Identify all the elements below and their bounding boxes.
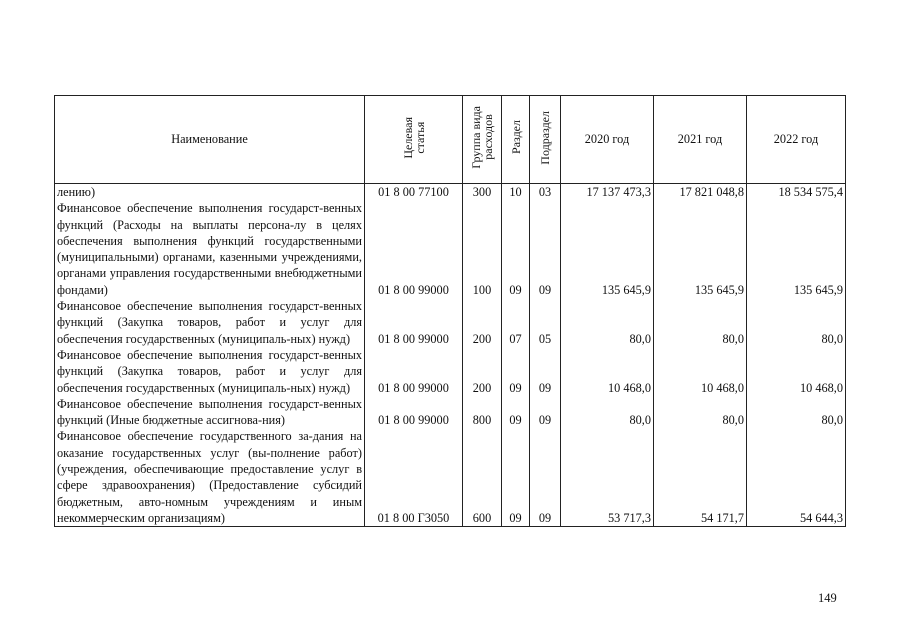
row-expense-group: 300 — [463, 184, 502, 201]
row-value-2022: 135 645,9 — [747, 200, 846, 298]
header-year-2022: 2022 год — [747, 96, 846, 184]
row-subsection: 03 — [530, 184, 561, 201]
row-subsection: 09 — [530, 347, 561, 396]
row-section: 07 — [502, 298, 530, 347]
row-name: Финансовое обеспечение выполнения государст-венных функций (Закупка товаров, работ и услуг для обеспечения государственных (муниципаль-ных) нужд) — [55, 347, 365, 396]
row-name: Финансовое обеспечение выполнения государст-венных функций (Иные бюджетные ассигнова-ния) — [55, 396, 365, 429]
row-subsection: 09 — [530, 428, 561, 526]
row-value-2021: 17 821 048,8 — [654, 184, 747, 201]
row-subsection: 05 — [530, 298, 561, 347]
row-name: Финансовое обеспечение выполнения государст-венных функций (Закупка товаров, работ и услуг для обеспечения государственных (муниципаль-ных) нужд) — [55, 298, 365, 347]
row-value-2020: 53 717,3 — [561, 428, 654, 526]
row-name: лению) — [55, 184, 365, 201]
row-target-article: 01 8 00 Г3050 — [365, 428, 463, 526]
row-subsection: 09 — [530, 200, 561, 298]
row-section: 09 — [502, 200, 530, 298]
row-value-2022: 10 468,0 — [747, 347, 846, 396]
header-expense-group: Группа вида расходов — [463, 96, 502, 184]
row-value-2021: 54 171,7 — [654, 428, 747, 526]
row-name: Финансовое обеспечение выполнения государст-венных функций (Расходы на выплаты персона-лу в целях обеспечения выполнения функций государственными (муниципальными) органами, казенными учреждениями, органами управления государственными внебюджетными фондами) — [55, 200, 365, 298]
row-expense-group: 800 — [463, 396, 502, 429]
row-subsection: 09 — [530, 396, 561, 429]
row-value-2021: 10 468,0 — [654, 347, 747, 396]
row-value-2021: 80,0 — [654, 298, 747, 347]
row-target-article: 01 8 00 99000 — [365, 396, 463, 429]
row-value-2020: 135 645,9 — [561, 200, 654, 298]
header-subsection: Подраздел — [530, 96, 561, 184]
row-expense-group: 100 — [463, 200, 502, 298]
row-target-article: 01 8 00 77100 — [365, 184, 463, 201]
table-row — [55, 428, 846, 526]
row-expense-group: 200 — [463, 347, 502, 396]
row-expense-group: 200 — [463, 298, 502, 347]
row-section: 09 — [502, 347, 530, 396]
row-target-article: 01 8 00 99000 — [365, 347, 463, 396]
row-value-2022: 54 644,3 — [747, 428, 846, 526]
table-row — [55, 184, 846, 201]
row-value-2020: 17 137 473,3 — [561, 184, 654, 201]
row-value-2021: 80,0 — [654, 396, 747, 429]
table-header-row — [55, 96, 846, 184]
row-value-2022: 18 534 575,4 — [747, 184, 846, 201]
row-target-article: 01 8 00 99000 — [365, 298, 463, 347]
header-name: Наименование — [55, 96, 365, 184]
header-section: Раздел — [502, 96, 530, 184]
row-target-article: 01 8 00 99000 — [365, 200, 463, 298]
header-target-article: Целевая статья — [365, 96, 463, 184]
header-year-2021: 2021 год — [654, 96, 747, 184]
table-row — [55, 298, 846, 347]
row-value-2020: 80,0 — [561, 396, 654, 429]
row-section: 09 — [502, 396, 530, 429]
table-row — [55, 347, 846, 396]
table-row — [55, 200, 846, 298]
row-value-2022: 80,0 — [747, 298, 846, 347]
row-value-2020: 80,0 — [561, 298, 654, 347]
row-value-2022: 80,0 — [747, 396, 846, 429]
row-section: 10 — [502, 184, 530, 201]
row-name: Финансовое обеспечение государственного за-дания на оказание государственных услуг (вы-полнение работ) (учреждения, обеспечивающие предоставление услуг в сфере здравоохранения) (Предоставление субсидий бюджетным, авто-номным учреждениям и иным некоммерческим организациям) — [55, 428, 365, 526]
row-expense-group: 600 — [463, 428, 502, 526]
page-number: 149 — [818, 591, 837, 605]
row-value-2021: 135 645,9 — [654, 200, 747, 298]
row-section: 09 — [502, 428, 530, 526]
table-row — [55, 396, 846, 429]
row-value-2020: 10 468,0 — [561, 347, 654, 396]
header-year-2020: 2020 год — [561, 96, 654, 184]
budget-table — [54, 95, 846, 527]
